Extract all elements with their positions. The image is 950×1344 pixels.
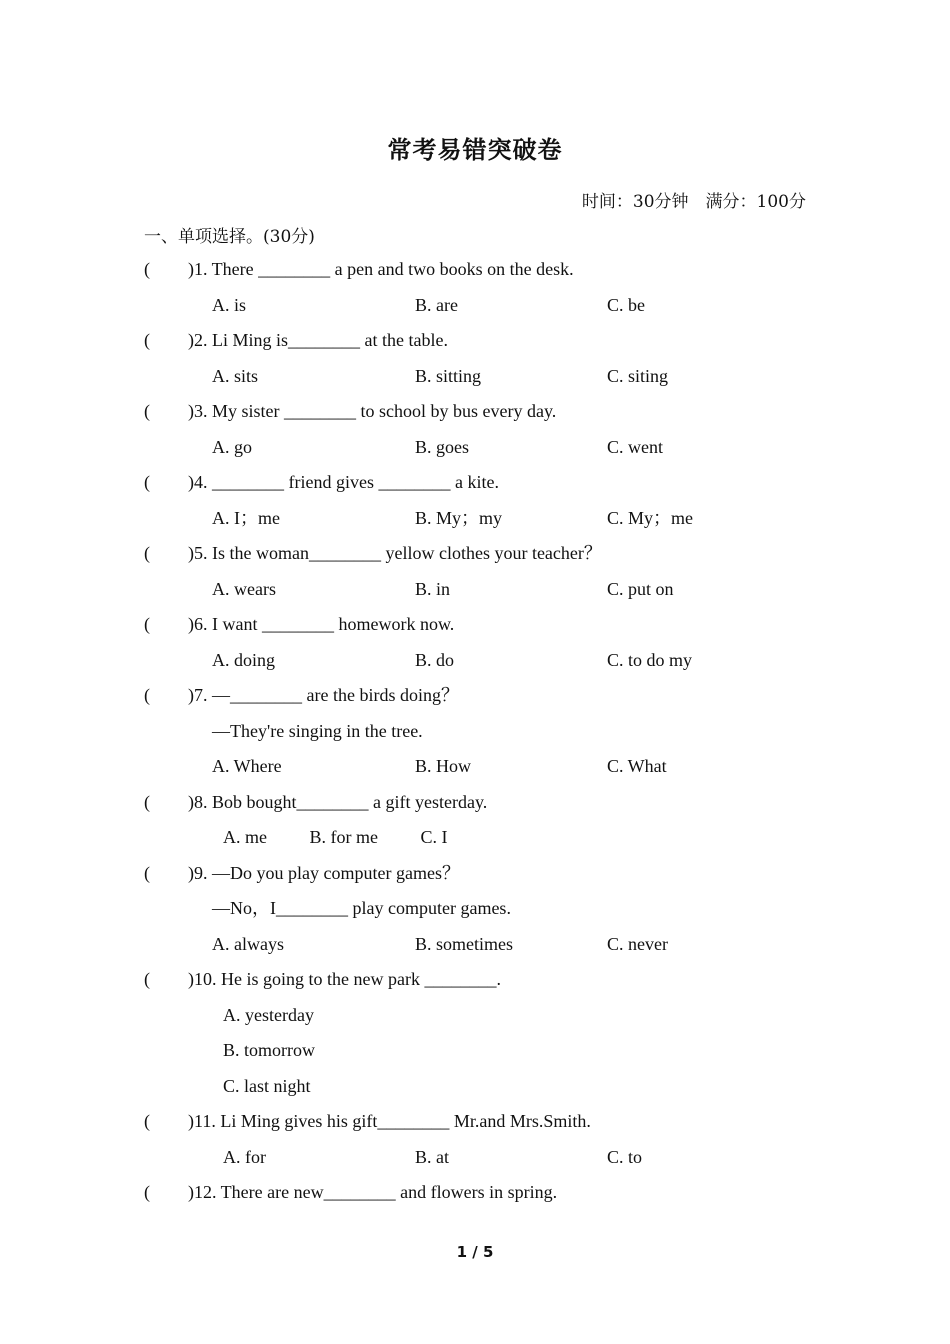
option-a: A. sits xyxy=(212,365,259,386)
option-c: C. My；me xyxy=(607,507,694,528)
option-b: B. at xyxy=(415,1146,449,1167)
option-b: B. for me xyxy=(309,827,378,847)
option-c: C. never xyxy=(607,933,668,954)
option-c: C. put on xyxy=(607,578,674,599)
question-1 xyxy=(144,252,824,288)
options-row xyxy=(144,998,824,1034)
option-c: C. to do my xyxy=(607,649,693,670)
option-b: B. sometimes xyxy=(415,933,513,954)
options-row xyxy=(144,820,824,856)
options-row xyxy=(144,1140,824,1176)
question-text: )11. Li Ming gives his gift________ Mr.and Mrs.Smith. xyxy=(188,1111,591,1131)
answer-paren: ( xyxy=(144,791,150,812)
answer-paren: ( xyxy=(144,614,150,634)
answer-paren: ( xyxy=(144,259,150,279)
question-9 xyxy=(144,856,824,892)
question-3 xyxy=(144,394,824,430)
inline-options xyxy=(223,820,447,856)
question-10 xyxy=(144,962,824,998)
options-row xyxy=(144,288,824,324)
option-a: A. doing xyxy=(212,649,275,670)
option-a: A. wears xyxy=(212,578,276,599)
options-row xyxy=(144,430,824,466)
option-c: C. siting xyxy=(607,365,669,386)
option-a: A. always xyxy=(212,933,284,954)
option-b: B. do xyxy=(415,649,455,670)
dialogue-response: —They're singing in the tree. xyxy=(212,720,423,741)
question-7 xyxy=(144,678,824,714)
question-8 xyxy=(144,785,824,821)
question-12 xyxy=(144,1175,824,1211)
options-row xyxy=(144,501,824,537)
question-list xyxy=(144,252,824,1211)
answer-paren: ( xyxy=(144,685,150,705)
option-b: B. in xyxy=(415,578,451,599)
question-text: )12. There are new________ and flowers in spring. xyxy=(188,1182,558,1202)
answer-paren: ( xyxy=(144,543,150,563)
options-row xyxy=(144,927,824,963)
question-4 xyxy=(144,465,824,501)
option-c: C. to xyxy=(607,1146,643,1167)
question-2 xyxy=(144,323,824,359)
question-text: )2. Li Ming is________ at the table. xyxy=(188,330,448,350)
dialogue-line xyxy=(144,891,824,927)
options-row xyxy=(144,359,824,395)
option-a: A. Where xyxy=(212,756,282,776)
question-text: )5. Is the woman________ yellow clothes your teacher？ xyxy=(188,543,602,563)
dialogue-line xyxy=(144,714,824,750)
question-text: )7. —________ are the birds doing？ xyxy=(188,685,459,705)
answer-paren: ( xyxy=(144,1111,150,1131)
answer-paren: ( xyxy=(144,969,150,989)
answer-paren: ( xyxy=(144,401,150,421)
option-a: A. I；me xyxy=(212,507,280,528)
option-b: B. tomorrow xyxy=(223,1040,315,1060)
answer-paren: ( xyxy=(144,472,150,492)
option-a: A. is xyxy=(212,294,247,315)
answer-paren: ( xyxy=(144,330,150,350)
time-score-info: 时间：30分钟 满分：100分 xyxy=(581,192,806,212)
option-b: B. sitting xyxy=(415,365,482,386)
options-row xyxy=(144,749,824,785)
option-c: C. last night xyxy=(223,1075,311,1096)
option-a: A. yesterday xyxy=(223,1004,314,1025)
question-5 xyxy=(144,536,824,572)
option-c: C. be xyxy=(607,294,645,315)
page-title: 常考易错突破卷 xyxy=(387,135,563,164)
option-b: B. are xyxy=(415,294,458,315)
option-c: C. went xyxy=(607,436,663,457)
question-text: )9. —Do you play computer games？ xyxy=(188,862,460,883)
option-c: C. I xyxy=(420,827,448,847)
question-text: )6. I want ________ homework now. xyxy=(188,614,455,634)
question-text: )4. ________ friend gives ________ a kite. xyxy=(188,472,499,492)
dialogue-response: —No，I________ play computer games. xyxy=(212,898,511,918)
answer-paren: ( xyxy=(144,862,150,883)
section-heading: 一、单项选择。(30分) xyxy=(144,227,315,247)
option-c: C. What xyxy=(607,756,667,776)
option-b: B. How xyxy=(415,756,472,776)
page-number: 1 / 5 xyxy=(456,1243,494,1261)
question-6 xyxy=(144,607,824,643)
question-text: )10. He is going to the new park ________. xyxy=(188,969,501,989)
option-b: B. goes xyxy=(415,436,469,457)
options-row xyxy=(144,643,824,679)
question-text: )3. My sister ________ to school by bus every day. xyxy=(188,401,557,421)
options-row xyxy=(144,1033,824,1069)
options-row xyxy=(144,1069,824,1105)
option-a: A. for xyxy=(223,1146,266,1167)
question-text: )1. There ________ a pen and two books on the desk. xyxy=(188,259,574,279)
answer-paren: ( xyxy=(144,1182,150,1202)
option-b: B. My；my xyxy=(415,507,503,528)
question-text: )8. Bob bought________ a gift yesterday. xyxy=(188,791,488,812)
question-11 xyxy=(144,1104,824,1140)
option-a: A. go xyxy=(212,436,252,457)
options-row xyxy=(144,572,824,608)
option-a: A. me xyxy=(223,827,267,847)
